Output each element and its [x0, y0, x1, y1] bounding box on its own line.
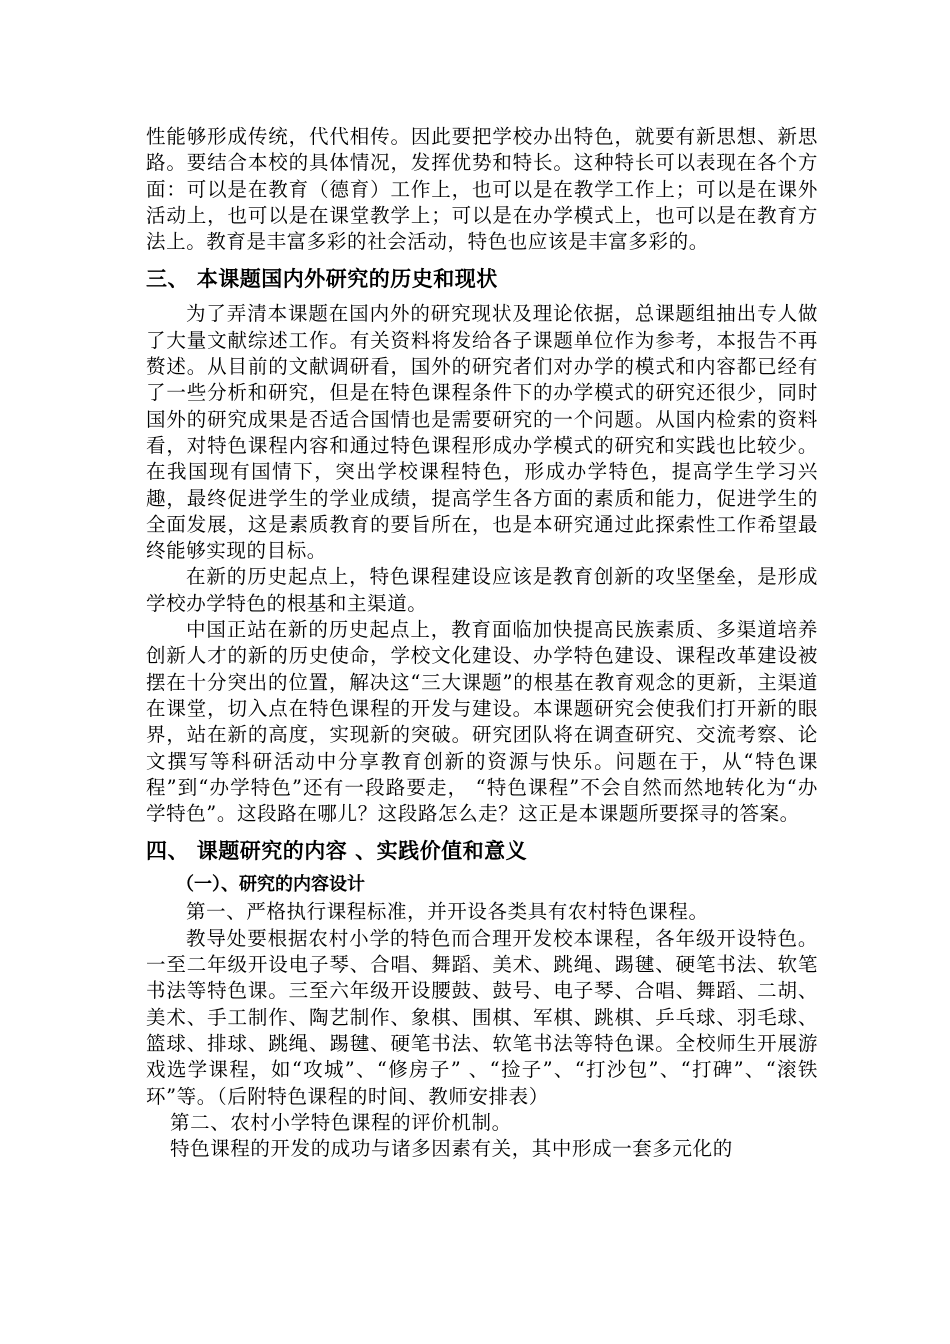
section-heading-4: 四、 课题研究的内容 、实践价值和意义: [146, 839, 528, 864]
paragraph-evaluation-intro: 特色课程的开发的成功与诸多因素有关，其中形成一套多元化的: [170, 1137, 733, 1161]
paragraph-second-point: 第二、农村小学特色课程的评价机制。: [170, 1110, 512, 1134]
paragraph-first-point: 第一、严格执行课程标准，并开设各类具有农村特色课程。: [186, 900, 709, 924]
paragraph-research-status: 为了弄清本课题在国内外的研究现状及理论依据，总课题组抽出专人做了大量文献综述工作。有关资料将发给各子课题单位作为参考，本报告不再赘述。从目前的文献调研看，国外的研究者们对办学的模式和内容都已经有了一些分析和研究，但是在特色课程条件下的办学模式的研究还很少，同时国外的研究成果是否适合国情也是需要研究的一个问题。从国内检索的资料看，对特色课程内容和通过特色课程形成办学模式的研究和实践也比较少。在我国现有国情下，突出学校课程特色，形成办学特色，提高学生学习兴趣，最终促进学生的学业成绩，提高学生各方面的素质和能力，促进学生的全面发展，这是素质教育的要旨所在，也是本研究通过此探索性工作希望最终能够实现的目标。: [146, 302, 818, 563]
paragraph-new-starting-point: 在新的历史起点上，特色课程建设应该是教育创新的攻坚堡垒，是形成学校办学特色的根基和主渠道。: [146, 565, 818, 615]
paragraph-course-offerings: 教导处要根据农村小学的特色而合理开发校本课程，各年级开设特色。一至二年级开设电子琴、合唱、舞蹈、美术、跳绳、踢毽、硬笔书法、软笔书法等特色课。三至六年级开设腰鼓、鼓号、电子琴、合唱、舞蹈、二胡、美术、手工制作、陶艺制作、象棋、围棋、军棋、跳棋、乒乓球、羽毛球、篮球、排球、跳绳、踢毽、硬笔书法、软笔书法等特色课。全校师生开展游戏选学课程，如“攻城”、“修房子” 、“捡子”、“打沙包”、“打碑”、“滚铁环”等。（后附特色课程的时间、教师安排表）: [146, 926, 818, 1108]
paragraph-historical-mission: 中国正站在新的历史起点上，教育面临加快提高民族素质、多渠道培养创新人才的新的历史使命，学校文化建设、办学特色建设、课程改革建设被摆在十分突出的位置，解决这“三大课题”的根基在教育观念的更新，主渠道在课堂，切入点在特色课程的开发与建设。本课题研究会使我们打开新的眼界，站在新的高度，实现新的突破。研究团队将在调查研究、交流考察、论文撰写等科研活动中分享教育创新的资源与快乐。问题在于，从“特色课程”到“办学特色”还有一段路要走， “特色课程”不会自然而然地转化为“办学特色”。这段路在哪儿？这段路怎么走？这正是本课题所要探寻的答案。: [146, 618, 818, 826]
paragraph-intro-continuation: 性能够形成传统，代代相传。因此要把学校办出特色，就要有新思想、新思路。要结合本校的具体情况，发挥优势和特长。这种特长可以表现在各个方面：可以是在教育（德育）工作上，也可以是在教学工作上；可以是在课外活动上，也可以是在课堂教学上；可以是在办学模式上，也可以是在教育方法上。教育是丰富多彩的社会活动，特色也应该是丰富多彩的。: [146, 125, 818, 254]
subsection-heading-1: （一）、研究的内容设计: [176, 874, 365, 896]
document-page: [146, 124, 818, 1162]
section-heading-3: 三、 本课题国内外研究的历史和现状: [146, 267, 498, 292]
